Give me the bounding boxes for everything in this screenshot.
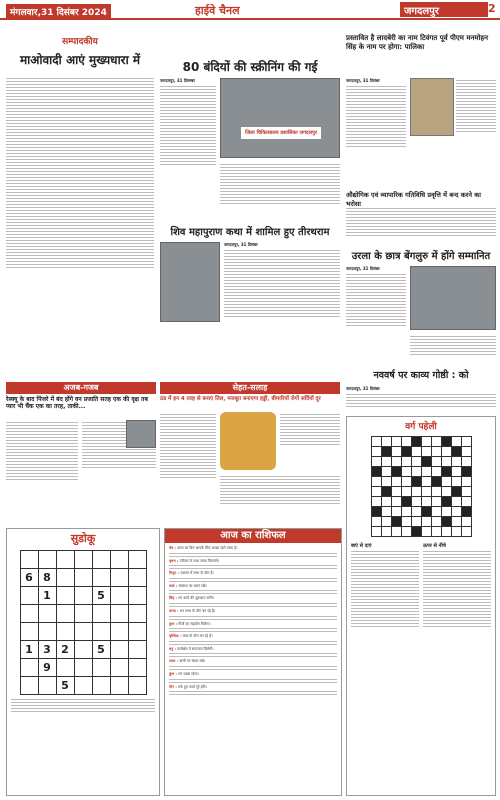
sudoku-cell xyxy=(74,677,92,695)
sudoku-cell xyxy=(20,605,38,623)
crossword-cell xyxy=(431,527,441,537)
rashi-text: व्यापार में लाभ के योग हैं। xyxy=(180,571,214,576)
sudoku-cell xyxy=(128,605,146,623)
sudoku-cell: 2 xyxy=(56,641,74,659)
crossword-cell xyxy=(411,437,421,447)
sudoku-cell xyxy=(74,659,92,677)
crossword-cell xyxy=(411,457,421,467)
portrait-photo xyxy=(410,78,454,136)
crossword-cell xyxy=(401,507,411,517)
rashi-item xyxy=(169,546,337,551)
rashi-text: मन प्रसन्न रहेगा। xyxy=(178,671,199,676)
rashi-text: धन लाभ के योग बन रहे हैं। xyxy=(179,608,216,613)
sudoku-cell: 9 xyxy=(38,659,56,677)
sudoku-cell xyxy=(20,677,38,695)
crossword-cell xyxy=(441,527,451,537)
crossword-cell xyxy=(401,487,411,497)
story6-body xyxy=(346,386,496,412)
sudoku-cell xyxy=(92,605,110,623)
sudoku-cell xyxy=(56,551,74,569)
crossword-cell xyxy=(411,497,421,507)
rashi-item xyxy=(169,559,337,564)
crossword-cell xyxy=(441,507,451,517)
editorial-label: सम्पादकीय xyxy=(62,37,98,47)
rashi-sign: मेष : xyxy=(169,546,178,550)
editorial-body xyxy=(6,78,154,268)
crossword-cell xyxy=(451,497,461,507)
ajab-photo xyxy=(126,420,156,448)
crossword-cell xyxy=(391,527,401,537)
crossword-cell xyxy=(391,497,401,507)
sudoku-cell xyxy=(128,569,146,587)
crossword-cell xyxy=(381,487,391,497)
crossword-title: वर्ग पहेली xyxy=(405,422,437,432)
crossword-cell xyxy=(381,497,391,507)
story4-photo xyxy=(160,242,220,322)
crossword-cell xyxy=(421,437,431,447)
crossword-cell xyxy=(431,467,441,477)
crossword-cell xyxy=(421,527,431,537)
rashi-sign: मकर : xyxy=(169,659,180,664)
sudoku-cell xyxy=(92,677,110,695)
across-title: बाएं से दाएं xyxy=(351,543,372,549)
edition-city: जगदलपुर xyxy=(400,2,488,17)
crossword-cell xyxy=(441,447,451,457)
sudoku-cell xyxy=(20,551,38,569)
crossword-cell xyxy=(461,487,471,497)
rashi-sign: कन्या : xyxy=(169,608,180,613)
rashi-sign: सिंह : xyxy=(169,596,179,601)
rashi-text: वाणी पर संयम रखें। xyxy=(179,659,206,664)
crossword-cell xyxy=(421,497,431,507)
story5-title: उरला के छात्र बेंगलुरु में होंगे सम्मानित xyxy=(351,251,491,262)
rashi-item xyxy=(169,659,337,664)
sehat-label: सेहत-सलाह xyxy=(160,382,340,394)
crossword-cell xyxy=(371,517,381,527)
crossword-cell xyxy=(401,437,411,447)
crossword-cell xyxy=(401,457,411,467)
sehat-body-2 xyxy=(220,474,340,522)
crossword-cell xyxy=(371,437,381,447)
sudoku-cell: 8 xyxy=(38,569,56,587)
crossword-cell xyxy=(421,457,431,467)
crossword-cell xyxy=(451,487,461,497)
rashi-sign: मिथुन : xyxy=(169,571,181,576)
sudoku-cell xyxy=(128,551,146,569)
editorial-title: माओवादी आएं मुख्यधारा में xyxy=(19,53,141,67)
sudoku-cell xyxy=(56,659,74,677)
sudoku-cell xyxy=(74,605,92,623)
crossword-cell xyxy=(461,457,471,467)
crossword-cell xyxy=(451,437,461,447)
sudoku-cell xyxy=(110,605,128,623)
sudoku-cell xyxy=(74,641,92,659)
crossword-cell xyxy=(431,457,441,467)
sudoku-cell: 1 xyxy=(38,587,56,605)
rashi-sign: वृषभ : xyxy=(169,558,180,563)
crossword-cell xyxy=(441,487,451,497)
rashi-item xyxy=(169,672,337,677)
rashi-item xyxy=(169,634,337,639)
crossword-cell xyxy=(421,477,431,487)
rashifal-list xyxy=(165,543,341,700)
sudoku-grid xyxy=(20,550,147,695)
rashi-item xyxy=(169,571,337,576)
sudoku-title: सुडोकू xyxy=(70,532,96,545)
sudoku-cell xyxy=(128,659,146,677)
story1-body xyxy=(160,78,216,218)
sudoku-cell: 5 xyxy=(92,641,110,659)
sehat-body-3 xyxy=(280,412,340,470)
sudoku-cell: 3 xyxy=(38,641,56,659)
crossword-cell xyxy=(391,437,401,447)
crossword-cell xyxy=(441,517,451,527)
story6-title: नववर्ष पर काव्य गोष्ठी : को xyxy=(373,370,469,381)
editorial-column xyxy=(6,34,154,374)
sudoku-cell xyxy=(56,623,74,641)
crossword-cell xyxy=(381,507,391,517)
crossword-cell xyxy=(461,447,471,457)
crossword-cell xyxy=(391,477,401,487)
sudoku-cell xyxy=(110,641,128,659)
story2-body xyxy=(346,78,406,188)
crossword-cell xyxy=(371,497,381,507)
crossword-cell xyxy=(421,447,431,457)
sudoku-cell xyxy=(38,551,56,569)
rashi-text: स्वास्थ्य का ध्यान रखें। xyxy=(178,583,207,588)
crossword-cell xyxy=(391,487,401,497)
crossword-grid xyxy=(371,436,472,537)
crossword-cell xyxy=(411,487,421,497)
crossword-cell xyxy=(431,497,441,507)
crossword-cell xyxy=(461,517,471,527)
crossword-cell xyxy=(451,517,461,527)
crossword-cell xyxy=(391,457,401,467)
issue-date: मंगलवार,31 दिसंबर 2024 xyxy=(6,4,111,19)
crossword-cell xyxy=(431,437,441,447)
ajab-body-2 xyxy=(82,420,156,522)
crossword-cell xyxy=(371,487,381,497)
sudoku-cell xyxy=(20,623,38,641)
crossword-cell xyxy=(391,517,401,527)
sudoku-cell xyxy=(110,569,128,587)
story3-body xyxy=(346,206,496,242)
sudoku-cell xyxy=(92,569,110,587)
crossword-cell xyxy=(421,517,431,527)
story4-body xyxy=(224,242,340,362)
story2-body-2 xyxy=(456,78,496,188)
crossword-cell xyxy=(441,457,451,467)
crossword-cell xyxy=(401,447,411,457)
sudoku-cell xyxy=(110,677,128,695)
story4-title: शिव महापुराण कथा में शामिल हुए तीरथराम xyxy=(170,227,330,238)
crossword-clues xyxy=(351,543,491,629)
crossword-cell xyxy=(431,487,441,497)
crossword-cell xyxy=(421,467,431,477)
sudoku-cell xyxy=(110,659,128,677)
sudoku-cell xyxy=(110,551,128,569)
crossword-cell xyxy=(451,447,461,457)
sudoku-cell xyxy=(110,623,128,641)
rashi-text: परिवार के साथ समय बिताएंगे। xyxy=(179,558,220,563)
rashi-sign: कर्क : xyxy=(169,583,179,588)
sudoku-cell: 6 xyxy=(20,569,38,587)
sudoku-cell xyxy=(128,677,146,695)
story2-dateline: जगदलपुर, 31 दिसंबर xyxy=(346,78,380,83)
rashi-sign: तुला : xyxy=(169,621,179,626)
rashi-item xyxy=(169,584,337,589)
rashi-sign: मीन : xyxy=(169,684,179,689)
sudoku-cell xyxy=(38,605,56,623)
screening-photo xyxy=(220,78,340,158)
crossword-cell xyxy=(371,477,381,487)
crossword-cell xyxy=(381,447,391,457)
crossword-cell xyxy=(441,477,451,487)
crossword-cell xyxy=(431,477,441,487)
sudoku-cell xyxy=(74,587,92,605)
crossword-cell xyxy=(381,457,391,467)
story1-dateline: जगदलपुर, 31 दिसम्बर xyxy=(160,78,195,83)
sehat-title: ठंड में इन 4 तरह से बनाएं तिल, मजबूत बनाएगा हड्डी, बीमारियों रोगों सर्दियों दूर xyxy=(160,396,321,402)
crossword-cell xyxy=(381,477,391,487)
sudoku-cell xyxy=(92,551,110,569)
crossword-cell xyxy=(381,437,391,447)
crossword-cell xyxy=(461,437,471,447)
crossword-cell xyxy=(411,517,421,527)
crossword-cell xyxy=(441,437,451,447)
down-title: ऊपर से नीचे xyxy=(423,543,446,549)
crossword-cell xyxy=(371,507,381,517)
crossword-cell xyxy=(421,487,431,497)
crossword-cell xyxy=(391,447,401,457)
crossword-cell xyxy=(431,447,441,457)
story5-photo xyxy=(410,266,496,330)
crossword-cell xyxy=(451,457,461,467)
rashi-text: कार्यक्षेत्र में सफलता मिलेगी। xyxy=(177,646,214,651)
crossword-cell xyxy=(431,507,441,517)
crossword-cell xyxy=(401,477,411,487)
sudoku-cell xyxy=(38,623,56,641)
rashifal-box xyxy=(164,528,342,796)
crossword-cell xyxy=(391,507,401,517)
sudoku-cell xyxy=(92,623,110,641)
rashi-sign: धनु : xyxy=(169,646,178,651)
sudoku-cell xyxy=(110,587,128,605)
crossword-cell xyxy=(381,527,391,537)
crossword-cell xyxy=(461,477,471,487)
sudoku-cell xyxy=(56,587,74,605)
rashi-item xyxy=(169,622,337,627)
crossword-cell xyxy=(411,477,421,487)
rashi-text: रुके हुए कार्य पूरे होंगे। xyxy=(178,684,207,689)
sudoku-cell xyxy=(38,677,56,695)
crossword-cell xyxy=(371,447,381,457)
ajab-title: रेस्क्यू के बाद पिंजरे में बंद होंगे वन प्रजाति सतह एक की वृक्ष तब प्यार भी चैंक एक का तरह, ताकी... xyxy=(6,396,148,410)
crossword-cell xyxy=(461,527,471,537)
sesame-sweets-photo xyxy=(220,412,276,470)
crossword-cell xyxy=(391,467,401,477)
sudoku-cell xyxy=(20,587,38,605)
sudoku-cell: 5 xyxy=(56,677,74,695)
crossword-cell xyxy=(451,507,461,517)
story6-dateline: जगदलपुर, 31 दिसंबर xyxy=(346,386,380,391)
sudoku-cell: 1 xyxy=(20,641,38,659)
sudoku-cell xyxy=(128,641,146,659)
crossword-cell xyxy=(441,467,451,477)
crossword-cell xyxy=(421,507,431,517)
rashi-text: मित्रों का सहयोग मिलेगा। xyxy=(178,621,211,626)
rashi-text: आज का दिन आपके लिए अच्छा रहने वाला है। xyxy=(177,546,238,550)
crossword-cell xyxy=(411,527,421,537)
crossword-cell xyxy=(441,497,451,507)
crossword-cell xyxy=(451,467,461,477)
sudoku-cell xyxy=(74,569,92,587)
crossword-cell xyxy=(431,517,441,527)
rashi-sign: वृश्चिक : xyxy=(169,634,183,639)
crossword-cell xyxy=(401,517,411,527)
crossword-cell xyxy=(451,527,461,537)
story5-dateline: जगदलपुर, 31 दिसंबर xyxy=(346,266,380,271)
rashi-text: नए कार्य की शुरुआत करेंगे। xyxy=(178,596,215,601)
sudoku-box xyxy=(6,528,160,796)
rashi-item xyxy=(169,647,337,652)
crossword-cell xyxy=(401,527,411,537)
story1-title: 80 बंदियों की स्क्रीनिंग की गई xyxy=(182,60,318,74)
sehat-body xyxy=(160,412,216,522)
story3-title: औद्योगिक एवं व्यापारिक गतिविधि प्रवृत्ति में बन्द करने का भरोसा xyxy=(346,191,481,208)
clues-across xyxy=(351,543,419,629)
clues-down xyxy=(423,543,491,629)
crossword-cell xyxy=(381,467,391,477)
story5-body-2 xyxy=(410,334,496,364)
crossword-cell xyxy=(411,507,421,517)
crossword-cell xyxy=(411,467,421,477)
rashifal-title: आज का राशिफल xyxy=(165,529,341,543)
rashi-item xyxy=(169,596,337,601)
sudoku-cell xyxy=(74,623,92,641)
crossword-cell xyxy=(461,507,471,517)
crossword-cell xyxy=(461,497,471,507)
crossword-cell xyxy=(371,457,381,467)
crossword-cell xyxy=(451,477,461,487)
crossword-cell xyxy=(371,527,381,537)
story1-body-2 xyxy=(220,162,340,220)
crossword-box xyxy=(346,416,496,796)
ajab-label: अजब-गजब xyxy=(6,382,156,394)
sudoku-cell: 5 xyxy=(92,587,110,605)
page-number: 2 xyxy=(488,2,496,15)
rashi-item xyxy=(169,685,337,690)
crossword-cell xyxy=(401,497,411,507)
paper-name: हाईवे चैनल xyxy=(195,4,240,17)
sudoku-cell xyxy=(92,659,110,677)
crossword-cell xyxy=(461,467,471,477)
crossword-cell xyxy=(371,467,381,477)
sudoku-cell xyxy=(128,623,146,641)
story2-title: प्रस्तावित है लादबेरी का नाम टिवंगत पूर्व पीएम मनमोहन सिंह के नाम पर होगा: पालिका xyxy=(346,34,488,51)
story5-body xyxy=(346,266,406,364)
crossword-cell xyxy=(381,517,391,527)
sudoku-cell xyxy=(20,659,38,677)
sudoku-cell xyxy=(74,551,92,569)
ajab-body xyxy=(6,420,78,522)
crossword-cell xyxy=(411,447,421,457)
sudoku-cell xyxy=(56,605,74,623)
story4-dateline: जगदलपुर, 31 दिसंबर xyxy=(224,242,258,247)
rashi-text: यात्रा के योग बन रहे हैं। xyxy=(182,634,213,639)
sudoku-instructions xyxy=(11,699,155,712)
sudoku-cell xyxy=(56,569,74,587)
rashi-sign: कुंभ : xyxy=(169,671,179,676)
rashi-item xyxy=(169,609,337,614)
sudoku-cell xyxy=(128,587,146,605)
hospital-banner: जिला चिकित्सालय प्रशासिका जगदलपुर xyxy=(241,127,321,139)
crossword-cell xyxy=(401,467,411,477)
